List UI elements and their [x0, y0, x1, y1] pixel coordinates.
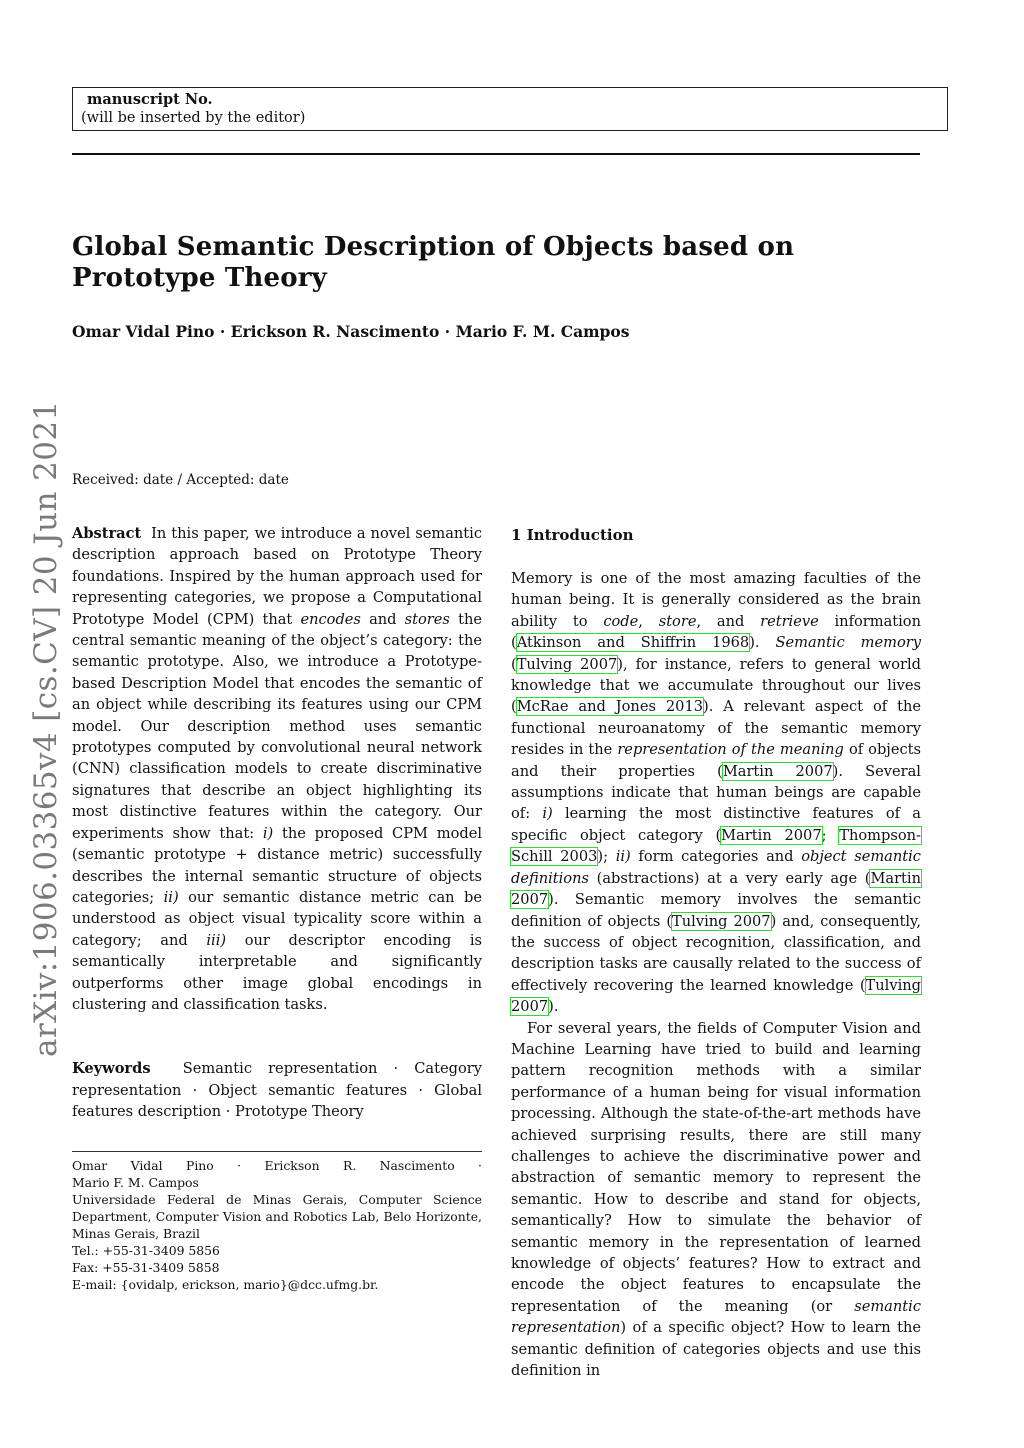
intro-text: ).	[548, 998, 559, 1016]
header-rule	[72, 153, 920, 155]
abstract	[72, 523, 482, 1015]
citation-link[interactable]: Martin 2007	[722, 762, 833, 780]
abstract-text: our descriptor encoding is semantically interpretable and significantly outperforms other image global encodings in clustering and classification tasks.	[72, 931, 482, 1013]
abstract-text: the proposed CPM model (semantic prototype + distance metric) successfully describes the internal semantic structure of objects categories;	[72, 824, 483, 906]
intro-text: (abstractions) at a very early age (	[589, 869, 871, 887]
citation-link[interactable]: Martin 2007	[511, 869, 921, 909]
right-column	[511, 523, 921, 1381]
intro-text: ;	[821, 826, 840, 844]
intro-emphasis: representation of the meaning	[617, 741, 844, 759]
abstract-text: the central semantic meaning of the object’s category: the semantic prototype. Also, we introduce a Prototype-based Description Model that encodes the semantic of an object while describing its features using our CPM model. Our description method uses semantic prototypes computed by convolutional neural network (CNN) classification models to create discriminative signatures that describe an object highlighting its most distinctive features within the category. Our experiments show that:	[72, 610, 482, 842]
abstract-emphasis: i)	[262, 824, 274, 842]
author-footnote	[72, 1157, 482, 1293]
abstract-emphasis: iii)	[206, 931, 227, 949]
received-date: Received: date / Accepted: date	[72, 472, 289, 488]
intro-text: of objects and their properties (	[511, 741, 921, 780]
intro-text: form categories and	[630, 848, 802, 866]
intro-emphasis: store	[658, 612, 697, 630]
abstract-text: and	[360, 610, 405, 628]
intro-emphasis: retrieve	[760, 612, 819, 630]
abstract-emphasis: encodes	[300, 610, 361, 628]
intro-emphasis: ii)	[615, 848, 631, 866]
keywords	[72, 1058, 482, 1122]
intro-emphasis: object semantic definitions	[511, 848, 921, 887]
arxiv-stamp: arXiv:1906.03365v4 [cs.CV] 20 Jun 2021	[28, 400, 64, 1057]
manuscript-box	[72, 87, 948, 131]
intro-text: ). Several assumptions indicate that human beings are capable of:	[511, 762, 921, 823]
intro-text: ). A relevant aspect of the functional neuroanatomy of the semantic memory resides in the	[511, 698, 921, 759]
abstract-text: In this paper, we introduce a novel semantic description approach based on Prototype Theory foundations. Inspired by the human approach used for representing categories, we propose a Computational Prototype Model (CPM) that	[72, 525, 483, 628]
footnote-names-cont: Mario F. M. Campos	[72, 1175, 199, 1190]
intro-text: ,	[638, 612, 659, 630]
intro-text: ) of a specific object? How to learn the semantic definition of categories objects and use this definition in	[511, 1319, 921, 1380]
intro-text: ). Semantic memory involves the semantic definition of objects (	[511, 891, 921, 930]
intro-paragraph-1	[511, 568, 921, 1018]
citation-link[interactable]: McRae and Jones 2013	[516, 698, 704, 716]
intro-emphasis: Semantic memory	[775, 634, 921, 652]
editor-note: (will be inserted by the editor)	[81, 110, 306, 126]
keywords-text: Semantic representation · Category representation · Object semantic features · Global features description · Prototype Theory	[72, 1060, 482, 1121]
intro-text: (	[511, 655, 517, 673]
intro-emphasis: semantic representation	[511, 1297, 921, 1337]
citation-link[interactable]: Tulving 2007	[672, 912, 771, 930]
citation-link[interactable]: Thompson-Schill 2003	[511, 826, 921, 866]
citation-link[interactable]: Tulving 2007	[516, 655, 618, 673]
intro-text: , and	[696, 612, 761, 630]
abstract-emphasis: ii)	[163, 888, 179, 906]
intro-emphasis: code	[603, 612, 639, 630]
abstract-label: Abstract	[72, 525, 142, 542]
footnote-fax: Fax: +55-31-3409 5858	[72, 1260, 220, 1275]
footnote-names: Omar Vidal Pino · Erickson R. Nascimento ·	[72, 1158, 482, 1173]
intro-text: ) and, consequently, the success of object recognition, classification, and description tasks are causally related to the success of effectively recovering the learned knowledge (	[511, 912, 921, 994]
intro-text: ).	[749, 634, 776, 652]
abstract-text: our semantic distance metric can be understood as object visual typicality score within a category; and	[72, 888, 482, 949]
keywords-label: Keywords	[72, 1060, 151, 1078]
intro-text: information (	[511, 612, 921, 652]
footnote-affiliation: Universidade Federal de Minas Gerais, Computer Science Department, Computer Vision and Robotics Lab, Belo Horizonte, Minas Gerais, Brazil	[72, 1192, 482, 1241]
paper-title: Global Semantic Description of Objects based on Prototype Theory	[72, 232, 795, 293]
section-heading-introduction: 1 Introduction	[511, 526, 634, 544]
citation-link[interactable]: Tulving 2007	[511, 976, 921, 1016]
intro-text: learning the most distinctive features of a specific object category (	[511, 805, 921, 844]
manuscript-number: manuscript No.	[87, 91, 213, 108]
intro-text: Memory is one of the most amazing faculties of the human being. It is generally considered as the brain ability to	[511, 570, 921, 630]
footnote-tel: Tel.: +55-31-3409 5856	[72, 1243, 220, 1258]
footnote-rule	[72, 1151, 482, 1152]
citation-link[interactable]: Atkinson and Shiffrin 1968	[516, 634, 750, 652]
citation-link[interactable]: Martin 2007	[721, 826, 822, 844]
author-list: Omar Vidal Pino · Erickson R. Nascimento · Mario F. M. Campos	[72, 322, 630, 341]
intro-paragraph-2	[511, 1018, 921, 1382]
intro-text: For several years, the fields of Computer Vision and Machine Learning have tried to build and learning pattern recognition methods with a similar performance of a human being for visual information processing. Although the state-of-the-art methods have achieved surprising results, there are still many challenges to achieve the discriminative power and abstraction of semantic memory to represent the semantic. How to describe and stand for objects, semantically? How to simulate the behavior of semantic memory in the representation of learned knowledge of objects’ features? How to extract and encode the object features to encapsulate the representation of the meaning (or	[511, 1019, 921, 1315]
footnote-email: E-mail: {ovidalp, erickson, mario}@dcc.ufmg.br.	[72, 1277, 379, 1292]
left-column	[72, 523, 482, 1123]
intro-text: );	[597, 848, 616, 866]
intro-emphasis: i)	[542, 805, 553, 823]
intro-text: ), for instance, refers to general world knowledge that we accumulate throughout our lives (	[511, 655, 922, 716]
abstract-emphasis: stores	[404, 610, 450, 628]
